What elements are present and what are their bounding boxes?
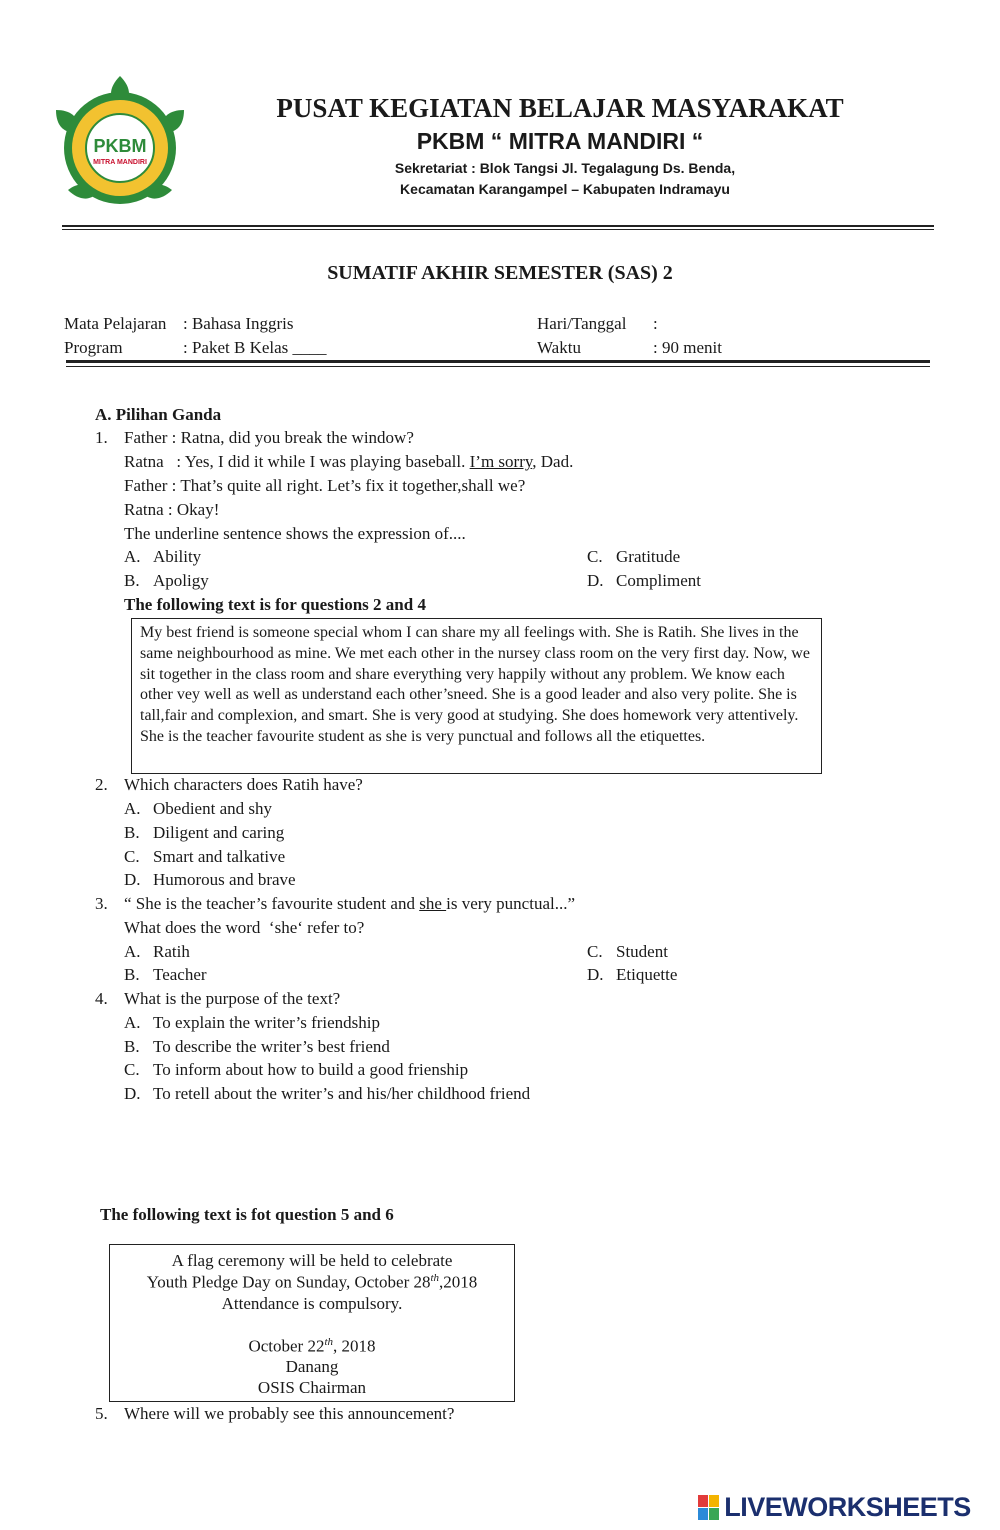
announcement-role: OSIS Chairman	[257, 1378, 367, 1397]
address-line-1: Sekretariat : Blok Tangsi Jl. Tegalagung Ds. Benda,	[394, 160, 736, 176]
dialogue-line	[124, 452, 573, 472]
announcement-signatory: Danang	[285, 1357, 339, 1376]
option-a[interactable]: To explain the writer’s friendship	[153, 1013, 380, 1032]
dialogue-text: , Dad.	[532, 452, 574, 471]
announcement-line: Attendance is compulsory.	[221, 1294, 403, 1313]
question-stem: The underline sentence shows the expression of....	[124, 524, 466, 543]
option-c[interactable]: To inform about how to build a good frienship	[153, 1060, 469, 1079]
logo-subtitle: MITRA MANDIRI	[93, 159, 147, 166]
option-letter: B.	[124, 823, 140, 842]
option-letter: B.	[124, 965, 140, 984]
liveworksheets-text: LIVEWORKSHEETS	[724, 1492, 971, 1522]
passage-heading: The following text is for questions 2 and 4	[124, 595, 426, 614]
option-letter: B.	[124, 1037, 140, 1056]
question-number: 3.	[95, 894, 108, 913]
dialogue-line: Ratna : Okay!	[124, 500, 220, 519]
time-label: Waktu	[537, 338, 581, 357]
question-stem: What is the purpose of the text?	[124, 989, 341, 1008]
passage-heading: The following text is fot question 5 and 6	[100, 1205, 394, 1224]
announcement-text: October 22	[248, 1336, 325, 1356]
ordinal-suffix: th	[430, 1272, 440, 1284]
option-c[interactable]: Smart and talkative	[153, 847, 286, 866]
question-number: 2.	[95, 775, 108, 794]
option-c[interactable]: Student	[616, 942, 668, 961]
option-letter: C.	[587, 547, 603, 566]
pkbm-logo	[46, 72, 194, 212]
question-stem: What does the word ‘she‘ refer to?	[124, 918, 365, 937]
announcement-box	[109, 1244, 515, 1402]
header-divider-thin	[62, 229, 934, 230]
dialogue-line: Father : That’s quite all right. Let’s fix it together,shall we?	[124, 476, 526, 495]
date-value: :	[653, 314, 658, 333]
option-letter: A.	[124, 799, 141, 818]
option-a[interactable]: Ability	[153, 547, 202, 566]
question-stem	[124, 894, 575, 914]
question-stem: Which characters does Ratih have?	[124, 775, 363, 794]
stem-text: is very punctual...”	[446, 894, 576, 913]
address-line-2: Kecamatan Karangampel – Kabupaten Indramayu	[400, 181, 730, 197]
option-d[interactable]: To retell about the writer’s and his/her childhood friend	[153, 1084, 531, 1103]
dialogue-text: Ratna : Yes, I did it while I was playing baseball.	[124, 452, 470, 471]
info-divider-thin	[66, 366, 930, 367]
question-stem: Where will we probably see this announcement?	[124, 1404, 455, 1423]
option-b[interactable]: Teacher	[153, 965, 207, 984]
option-letter: C.	[587, 942, 603, 961]
section-heading: A. Pilihan Ganda	[95, 405, 222, 424]
option-letter: B.	[124, 571, 140, 590]
passage-text: My best friend is someone special whom I can share my all feelings with. She is Ratih. She lives in the same neighbourhood as mine. We met each other in the nursey class room on the very first day. Now, we sit together in the class room and share everything very happily without any problem. We know each other vey well as well as understand each other’sneed. She is a good leader and also very polite. She is tall,fair and complexion, and smart. She is very good at studying. She does homework very attentively. She is the teacher favourite student as she is very punctual and follows all the etiquettes.	[140, 624, 810, 745]
header-divider	[62, 225, 934, 227]
option-a[interactable]: Obedient and shy	[153, 799, 272, 818]
option-letter: D.	[587, 965, 604, 984]
option-d[interactable]: Compliment	[616, 571, 701, 590]
option-d[interactable]: Humorous and brave	[153, 870, 296, 889]
announcement-text: Youth Pledge Day on Sunday, October 28	[146, 1272, 431, 1292]
org-subtitle: PKBM “ MITRA MANDIRI “	[416, 128, 704, 154]
subject-value: : Bahasa Inggris	[183, 314, 294, 333]
org-title: PUSAT KEGIATAN BELAJAR MASYARAKAT	[276, 93, 844, 123]
underlined-expression: I’m sorry	[469, 452, 533, 471]
stem-text: “ She is the teacher’s favourite student and	[124, 894, 420, 913]
option-letter: C.	[124, 847, 140, 866]
option-letter: D.	[124, 870, 141, 889]
dialogue-line: Father : Ratna, did you break the window?	[124, 428, 414, 447]
subject-label: Mata Pelajaran	[64, 314, 167, 333]
liveworksheets-logo-icon	[698, 1495, 720, 1521]
option-letter: A.	[124, 547, 141, 566]
option-letter: A.	[124, 1013, 141, 1032]
question-number: 5.	[95, 1404, 108, 1423]
option-letter: D.	[124, 1084, 141, 1103]
time-value: : 90 menit	[653, 338, 722, 357]
option-b[interactable]: Apoligy	[153, 571, 209, 590]
option-b[interactable]: Diligent and caring	[153, 823, 285, 842]
program-label: Program	[64, 338, 123, 357]
announcement-text: ,2018	[439, 1272, 478, 1292]
option-letter: C.	[124, 1060, 140, 1079]
option-letter: D.	[587, 571, 604, 590]
date-label: Hari/Tanggal	[537, 314, 627, 333]
underlined-word: she	[419, 894, 447, 913]
exam-title: SUMATIF AKHIR SEMESTER (SAS) 2	[327, 262, 673, 284]
announcement-text: , 2018	[333, 1336, 376, 1356]
option-c[interactable]: Gratitude	[616, 547, 681, 566]
passage-box	[131, 618, 822, 774]
question-number: 4.	[95, 989, 108, 1008]
logo-name: PKBM	[93, 136, 147, 156]
question-number: 1.	[95, 428, 108, 447]
program-value: : Paket B Kelas ____	[183, 338, 327, 357]
option-letter: A.	[124, 942, 141, 961]
option-d[interactable]: Etiquette	[616, 965, 678, 984]
option-a[interactable]: Ratih	[153, 942, 190, 961]
option-b[interactable]: To describe the writer’s best friend	[153, 1037, 390, 1056]
info-divider	[66, 360, 930, 363]
announcement-date	[110, 1336, 514, 1357]
liveworksheets-watermark[interactable]	[698, 1492, 971, 1524]
announcement-line: A flag ceremony will be held to celebrate	[171, 1251, 453, 1270]
ordinal-suffix: th	[324, 1336, 334, 1348]
announcement-line	[110, 1272, 514, 1293]
